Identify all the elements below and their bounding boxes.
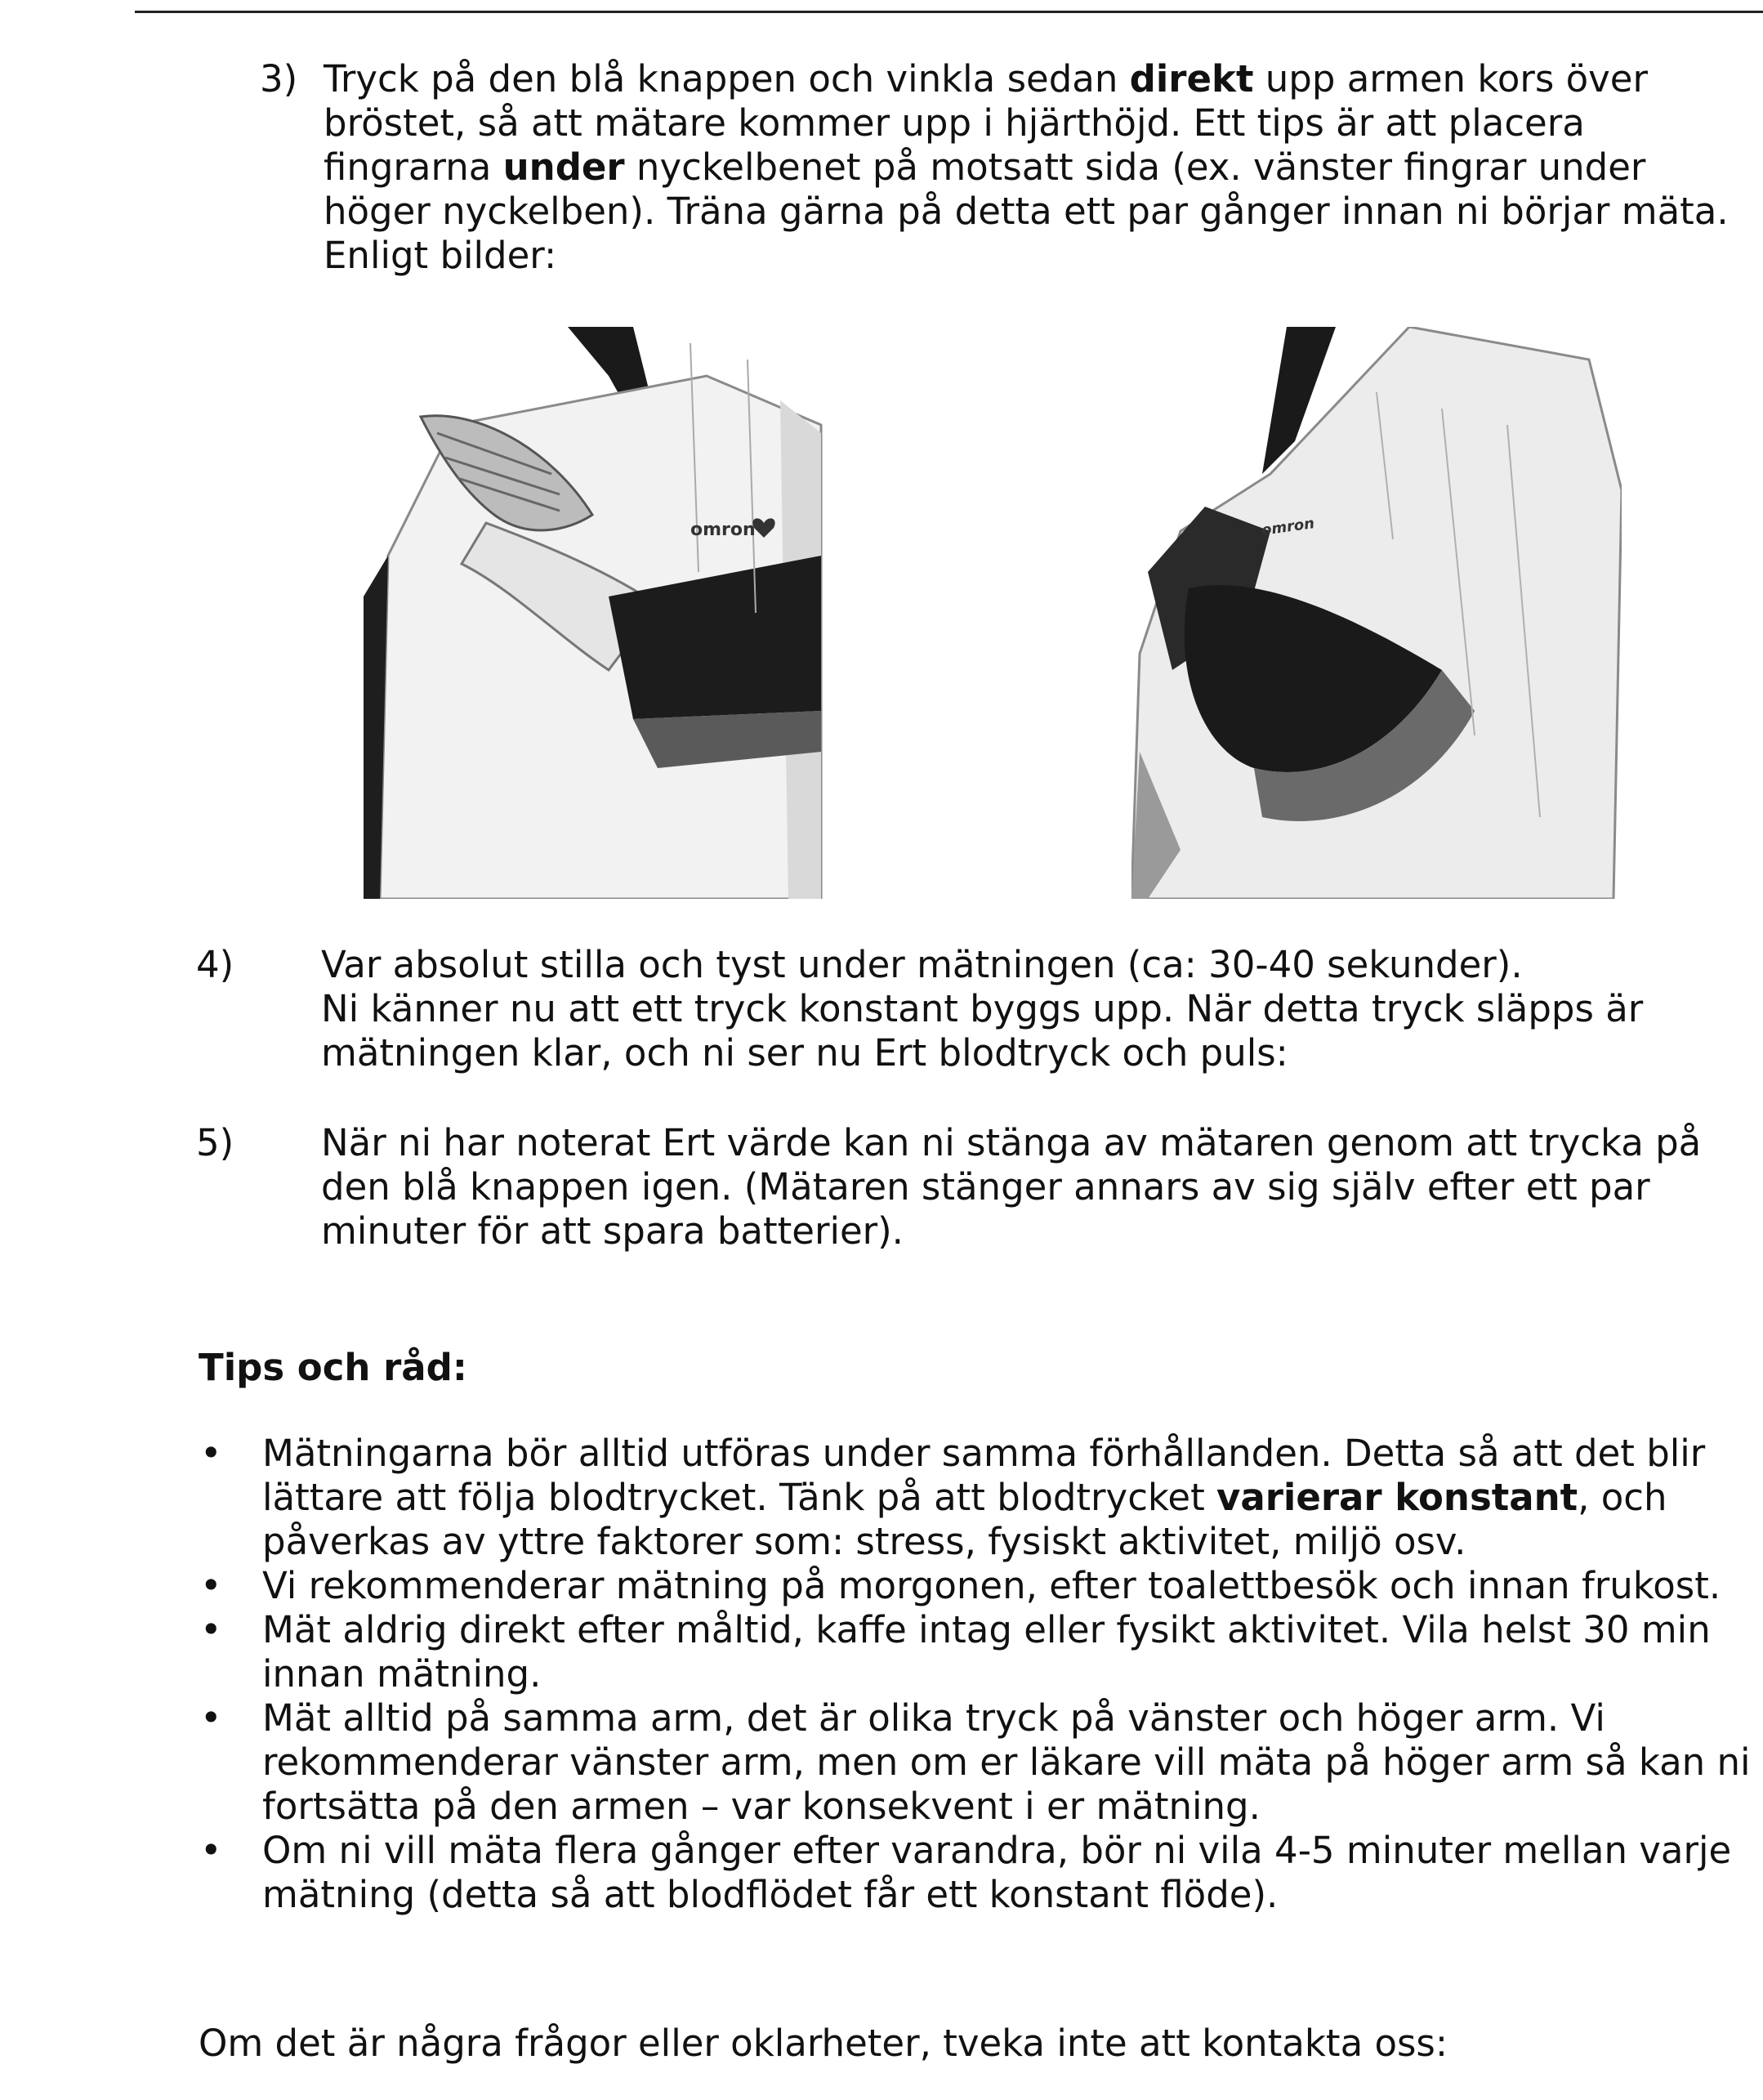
tip-3-text: Mät aldrig direkt efter måltid, kaffe intag eller fysikt aktivitet. Vila helst 30 min innan mätning.: [262, 1608, 1711, 1696]
tips-list: [199, 1432, 1751, 1917]
list-item: [199, 1696, 1751, 1829]
photo-right-logo: omron: [1260, 515, 1316, 539]
list-item: [199, 1829, 1751, 1917]
bullet: •: [200, 1829, 222, 1872]
step-3-bold-under: under: [502, 145, 625, 189]
tip-1-bold: varierar konstant: [1216, 1476, 1578, 1519]
tip-1-text-a: Mätningarna bör alltid utföras under samma förhållanden. Detta så att det blir lättare att följa blodtrycket. Tänk på att blodtrycket: [262, 1432, 1706, 1519]
bullet: •: [200, 1432, 222, 1475]
photo-arm-across-chest-side: [1131, 327, 1622, 899]
bullet: •: [200, 1696, 222, 1740]
tips-heading: Tips och råd:: [199, 1346, 467, 1389]
list-item: [199, 1432, 1751, 1564]
photo-arm-across-chest-front: [364, 327, 837, 899]
step-3-text-3: nyckelbenet på motsatt sida (ex. vänster fingrar under höger nyckelben). Träna gärna på detta ett par gånger innan ni börjar mäta.: [324, 145, 1729, 233]
bullet: •: [200, 1608, 222, 1651]
step-4-number: 4): [196, 943, 234, 986]
tip-4-text: Mät alltid på samma arm, det är olika tryck på vänster och höger arm. Vi rekommenderar vänster arm, men om er läkare vill mäta på höger arm så kan ni fortsätta på den armen – var konsekvent i er mätning.: [262, 1696, 1751, 1828]
top-rule: [135, 11, 1763, 13]
step-3-body: [324, 57, 1738, 278]
tip-5-text: Om ni vill mäta flera gånger efter varandra, bör ni vila 4-5 minuter mellan varje mätning (detta så att blodflödet får ett konstant flöde).: [262, 1829, 1732, 1916]
step-4-body: [321, 943, 1748, 1075]
step-3: [260, 57, 1738, 278]
closing-text: Om det är några frågor eller oklarheter, tveka inte att kontakta oss:: [199, 2022, 1448, 2065]
tip-1-text-b: , och påverkas av yttre faktorer som: stress, fysiskt aktivitet, miljö osv.: [262, 1476, 1667, 1563]
list-item: [199, 1608, 1751, 1696]
photo-left-logo: omron: [690, 520, 756, 540]
step-4: [196, 943, 1748, 1075]
tip-2-text: Vi rekommenderar mätning på morgonen, efter toalettbesök och innan frukost.: [262, 1564, 1721, 1607]
step-4-line-2: Ni känner nu att ett tryck konstant byggs upp. När detta tryck släpps är mätningen klar, och ni ser nu Ert blodtryck och puls:: [321, 987, 1644, 1075]
step-3-caption: Enligt bilder:: [324, 234, 557, 277]
bullet: •: [200, 1564, 222, 1607]
step-3-bold-direkt: direkt: [1129, 57, 1254, 101]
list-item: [199, 1564, 1751, 1608]
step-5-body: När ni har noterat Ert värde kan ni stänga av mätaren genom att trycka på den blå knappen igen. (Mätaren stänger annars av sig själv efter ett par minuter för att spara batterier).: [321, 1121, 1702, 1253]
photo-right-illustration: [1131, 327, 1622, 899]
step-3-text-2: upp armen kors över bröstet, så att mätare kommer upp i hjärthöjd. Ett tips är att placera fingrarna: [324, 57, 1648, 189]
step-5-number: 5): [196, 1121, 234, 1164]
step-3-number: 3): [260, 57, 298, 101]
step-3-text-1: Tryck på den blå knappen och vinkla sedan: [324, 57, 1130, 101]
instruction-figures: [364, 327, 1671, 899]
step-5: [196, 1121, 1748, 1253]
step-4-line-1: Var absolut stilla och tyst under mätningen (ca: 30-40 sekunder).: [321, 943, 1523, 986]
photo-left-illustration: [364, 327, 837, 899]
